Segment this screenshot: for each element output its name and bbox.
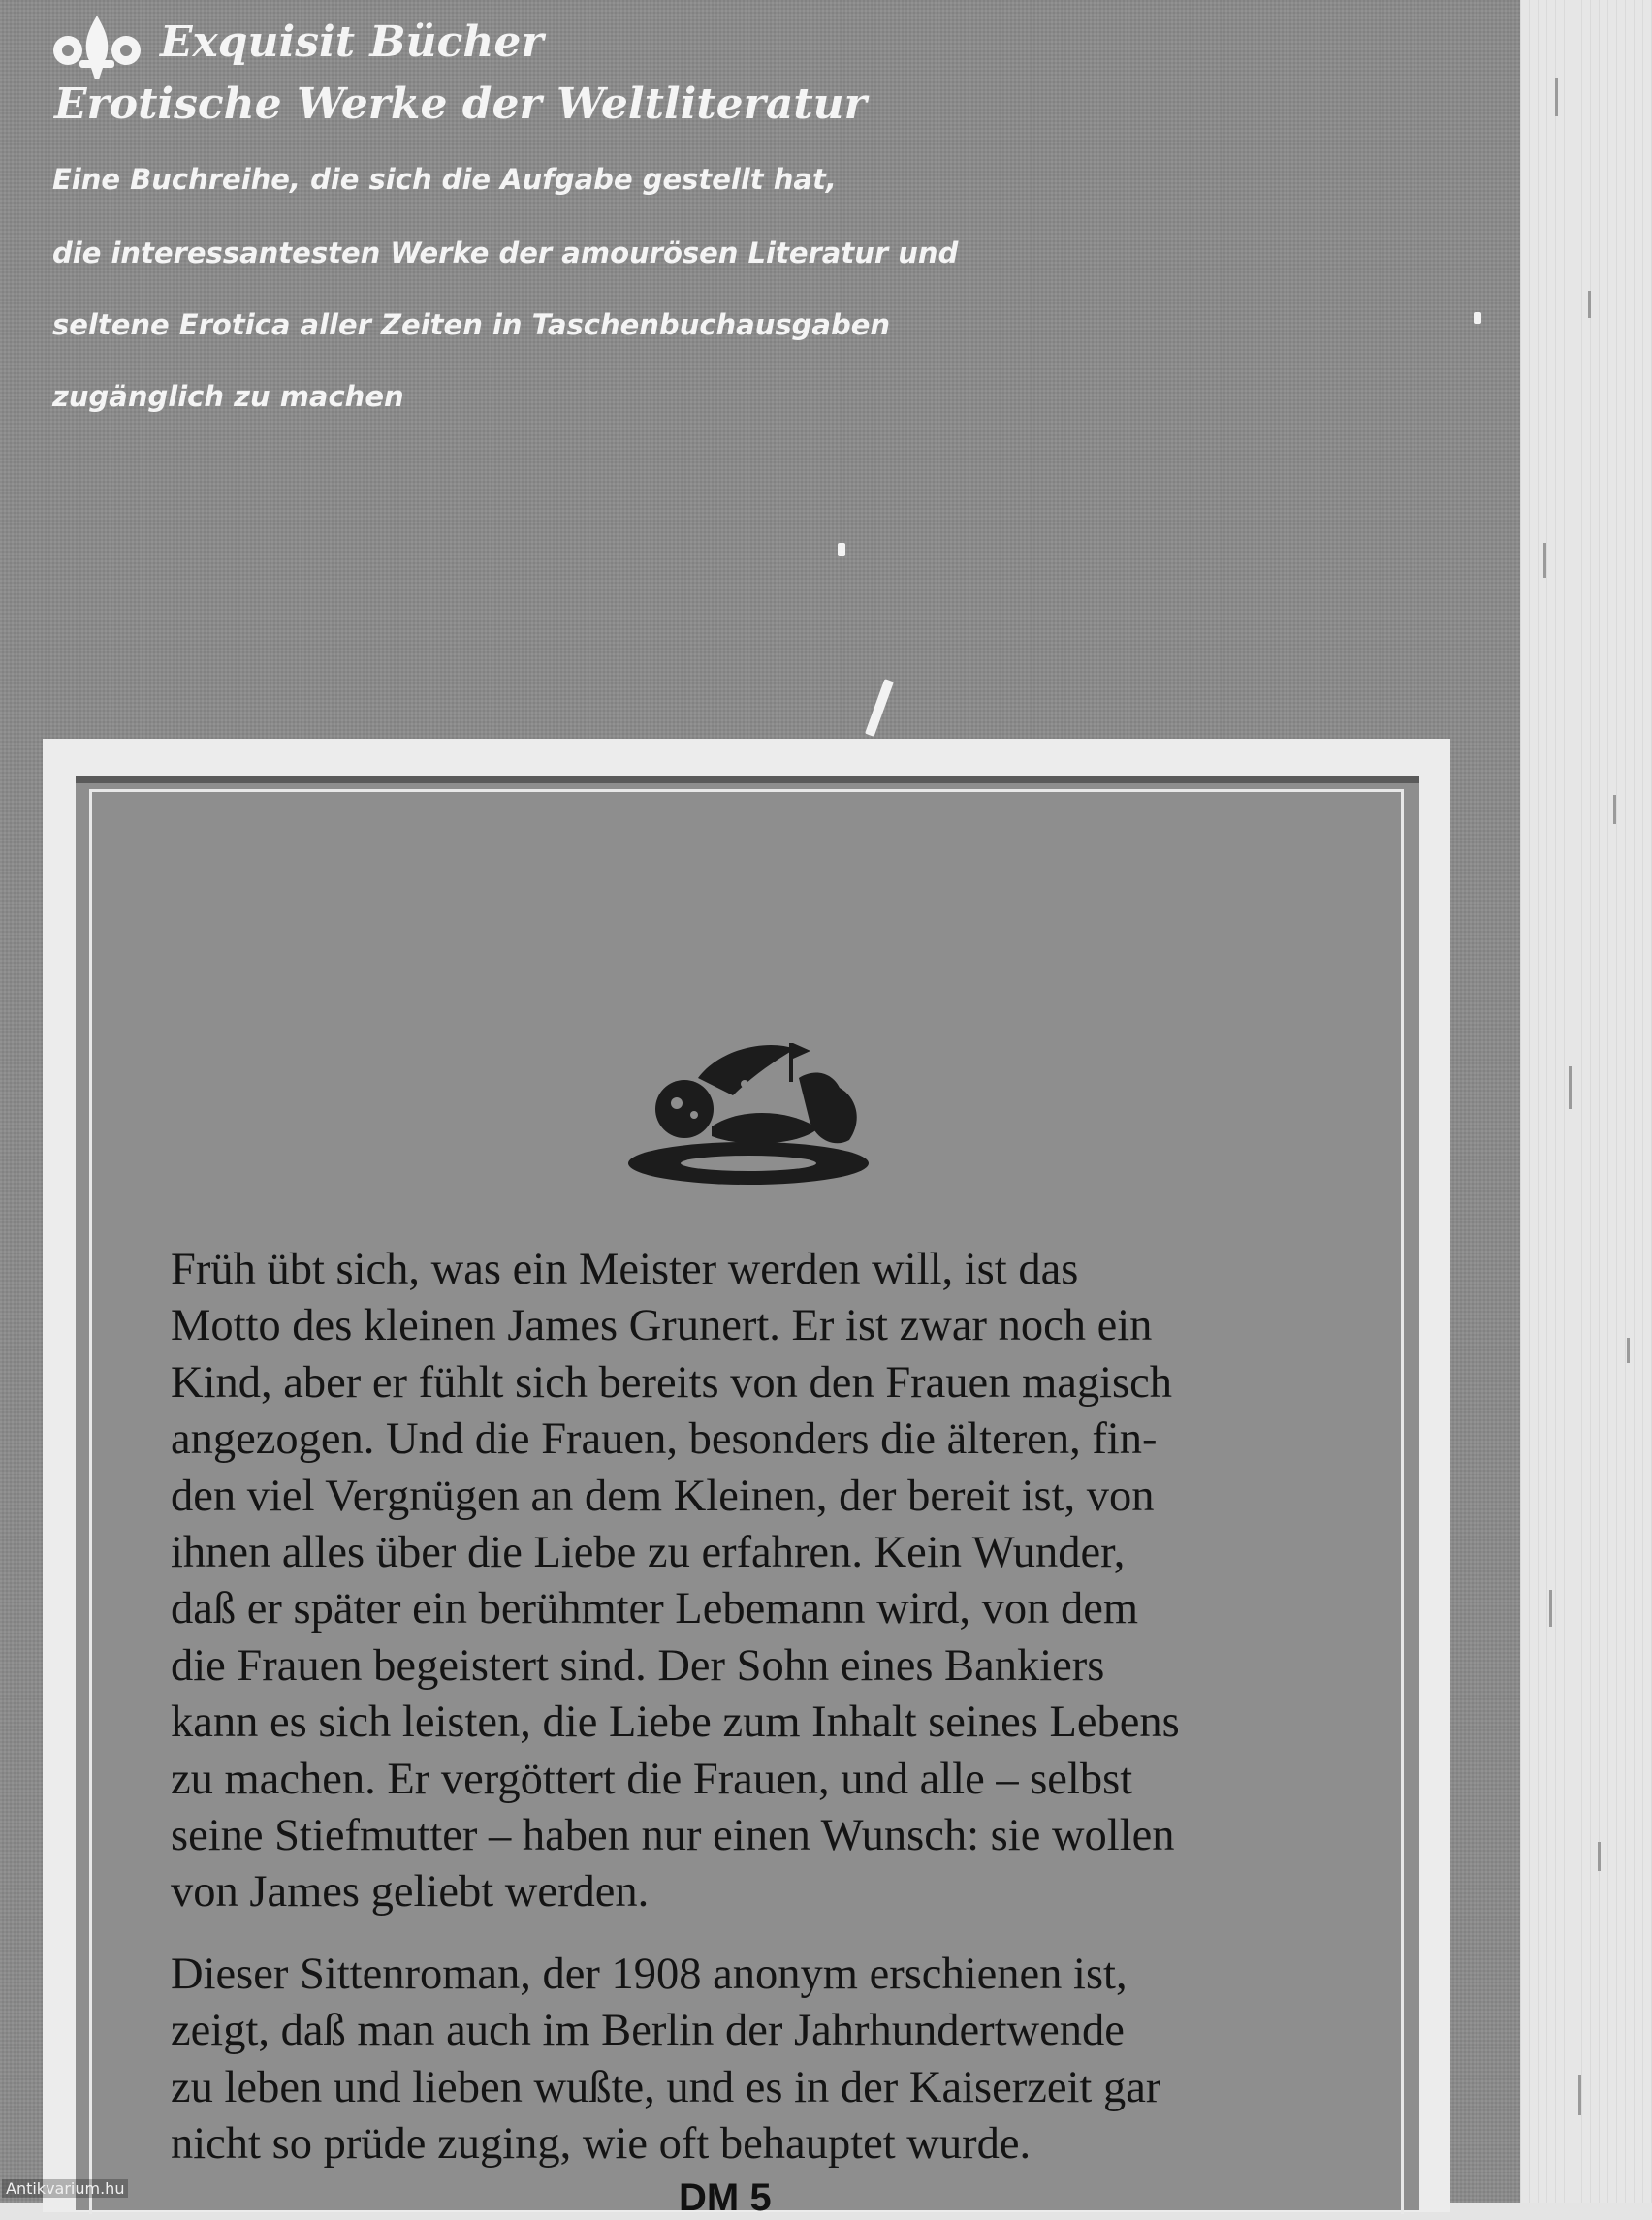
blurb-paragraph-1 xyxy=(171,1242,1318,1921)
tagline-line: die interessantesten Werke der amourösen Literatur und xyxy=(52,237,959,270)
series-name: Exquisit Bücher xyxy=(160,17,544,67)
blurb-line: angezogen. Und die Frauen, besonders die älteren, fin- xyxy=(171,1414,1158,1465)
blurb-line: kann es sich leisten, die Liebe zum Inhalt seines Lebens xyxy=(171,1697,1180,1748)
series-subtitle: Erotische Werke der Weltliteratur xyxy=(54,79,867,129)
blurb-line: Kind, aber er fühlt sich bereits von den Frauen magisch xyxy=(171,1357,1173,1408)
blurb-line: Dieser Sittenroman, der 1908 anonym erschienen ist, xyxy=(171,1950,1128,1999)
blurb-line: ihnen alles über die Liebe zu erfahren. Kein Wunder, xyxy=(171,1528,1126,1578)
tagline-line: seltene Erotica aller Zeiten in Taschenbuchausgaben xyxy=(52,308,891,341)
blurb-paragraph-2 xyxy=(171,1947,1318,2173)
blurb-line: zu leben und lieben wußte, und es in der Kaiserzeit gar xyxy=(171,2062,1161,2112)
blurb-line: zu machen. Er vergöttert die Frauen, und alle – selbst xyxy=(171,1754,1133,1804)
cherub-vignette-icon xyxy=(624,1039,873,1196)
cover-speck xyxy=(838,543,845,556)
background-surface xyxy=(1520,0,1652,2203)
blurb-line: nicht so prüde zuging, wie oft behauptet wurde. xyxy=(171,2119,1032,2170)
tagline-line: zugänglich zu machen xyxy=(52,380,404,413)
blurb-line: von James geliebt werden. xyxy=(171,1867,650,1918)
price-label: DM 5 xyxy=(679,2176,772,2219)
fleur-de-lis-logo-icon xyxy=(47,14,147,81)
cover-speck xyxy=(1474,312,1481,324)
blurb-line: den viel Vergnügen an dem Kleinen, der bereit ist, von xyxy=(171,1471,1155,1521)
tagline-line: Eine Buchreihe, die sich die Aufgabe gestellt hat, xyxy=(52,163,837,196)
blurb-line: daß er später ein berühmter Lebemann wird, von dem xyxy=(171,1584,1139,1634)
blurb-line: Früh übt sich, was ein Meister werden will, ist das xyxy=(171,1245,1079,1294)
blurb-line: seine Stiefmutter – haben nur einen Wunsch: sie wollen xyxy=(171,1811,1175,1861)
blurb-line: Motto des kleinen James Grunert. Er ist zwar noch ein xyxy=(171,1301,1153,1351)
watermark: Antikvarium.hu xyxy=(2,2179,128,2198)
blurb-line: die Frauen begeistert sind. Der Sohn eines Bankiers xyxy=(171,1640,1105,1691)
blurb-line: zeigt, daß man auch im Berlin der Jahrhundertwende xyxy=(171,2006,1125,2056)
